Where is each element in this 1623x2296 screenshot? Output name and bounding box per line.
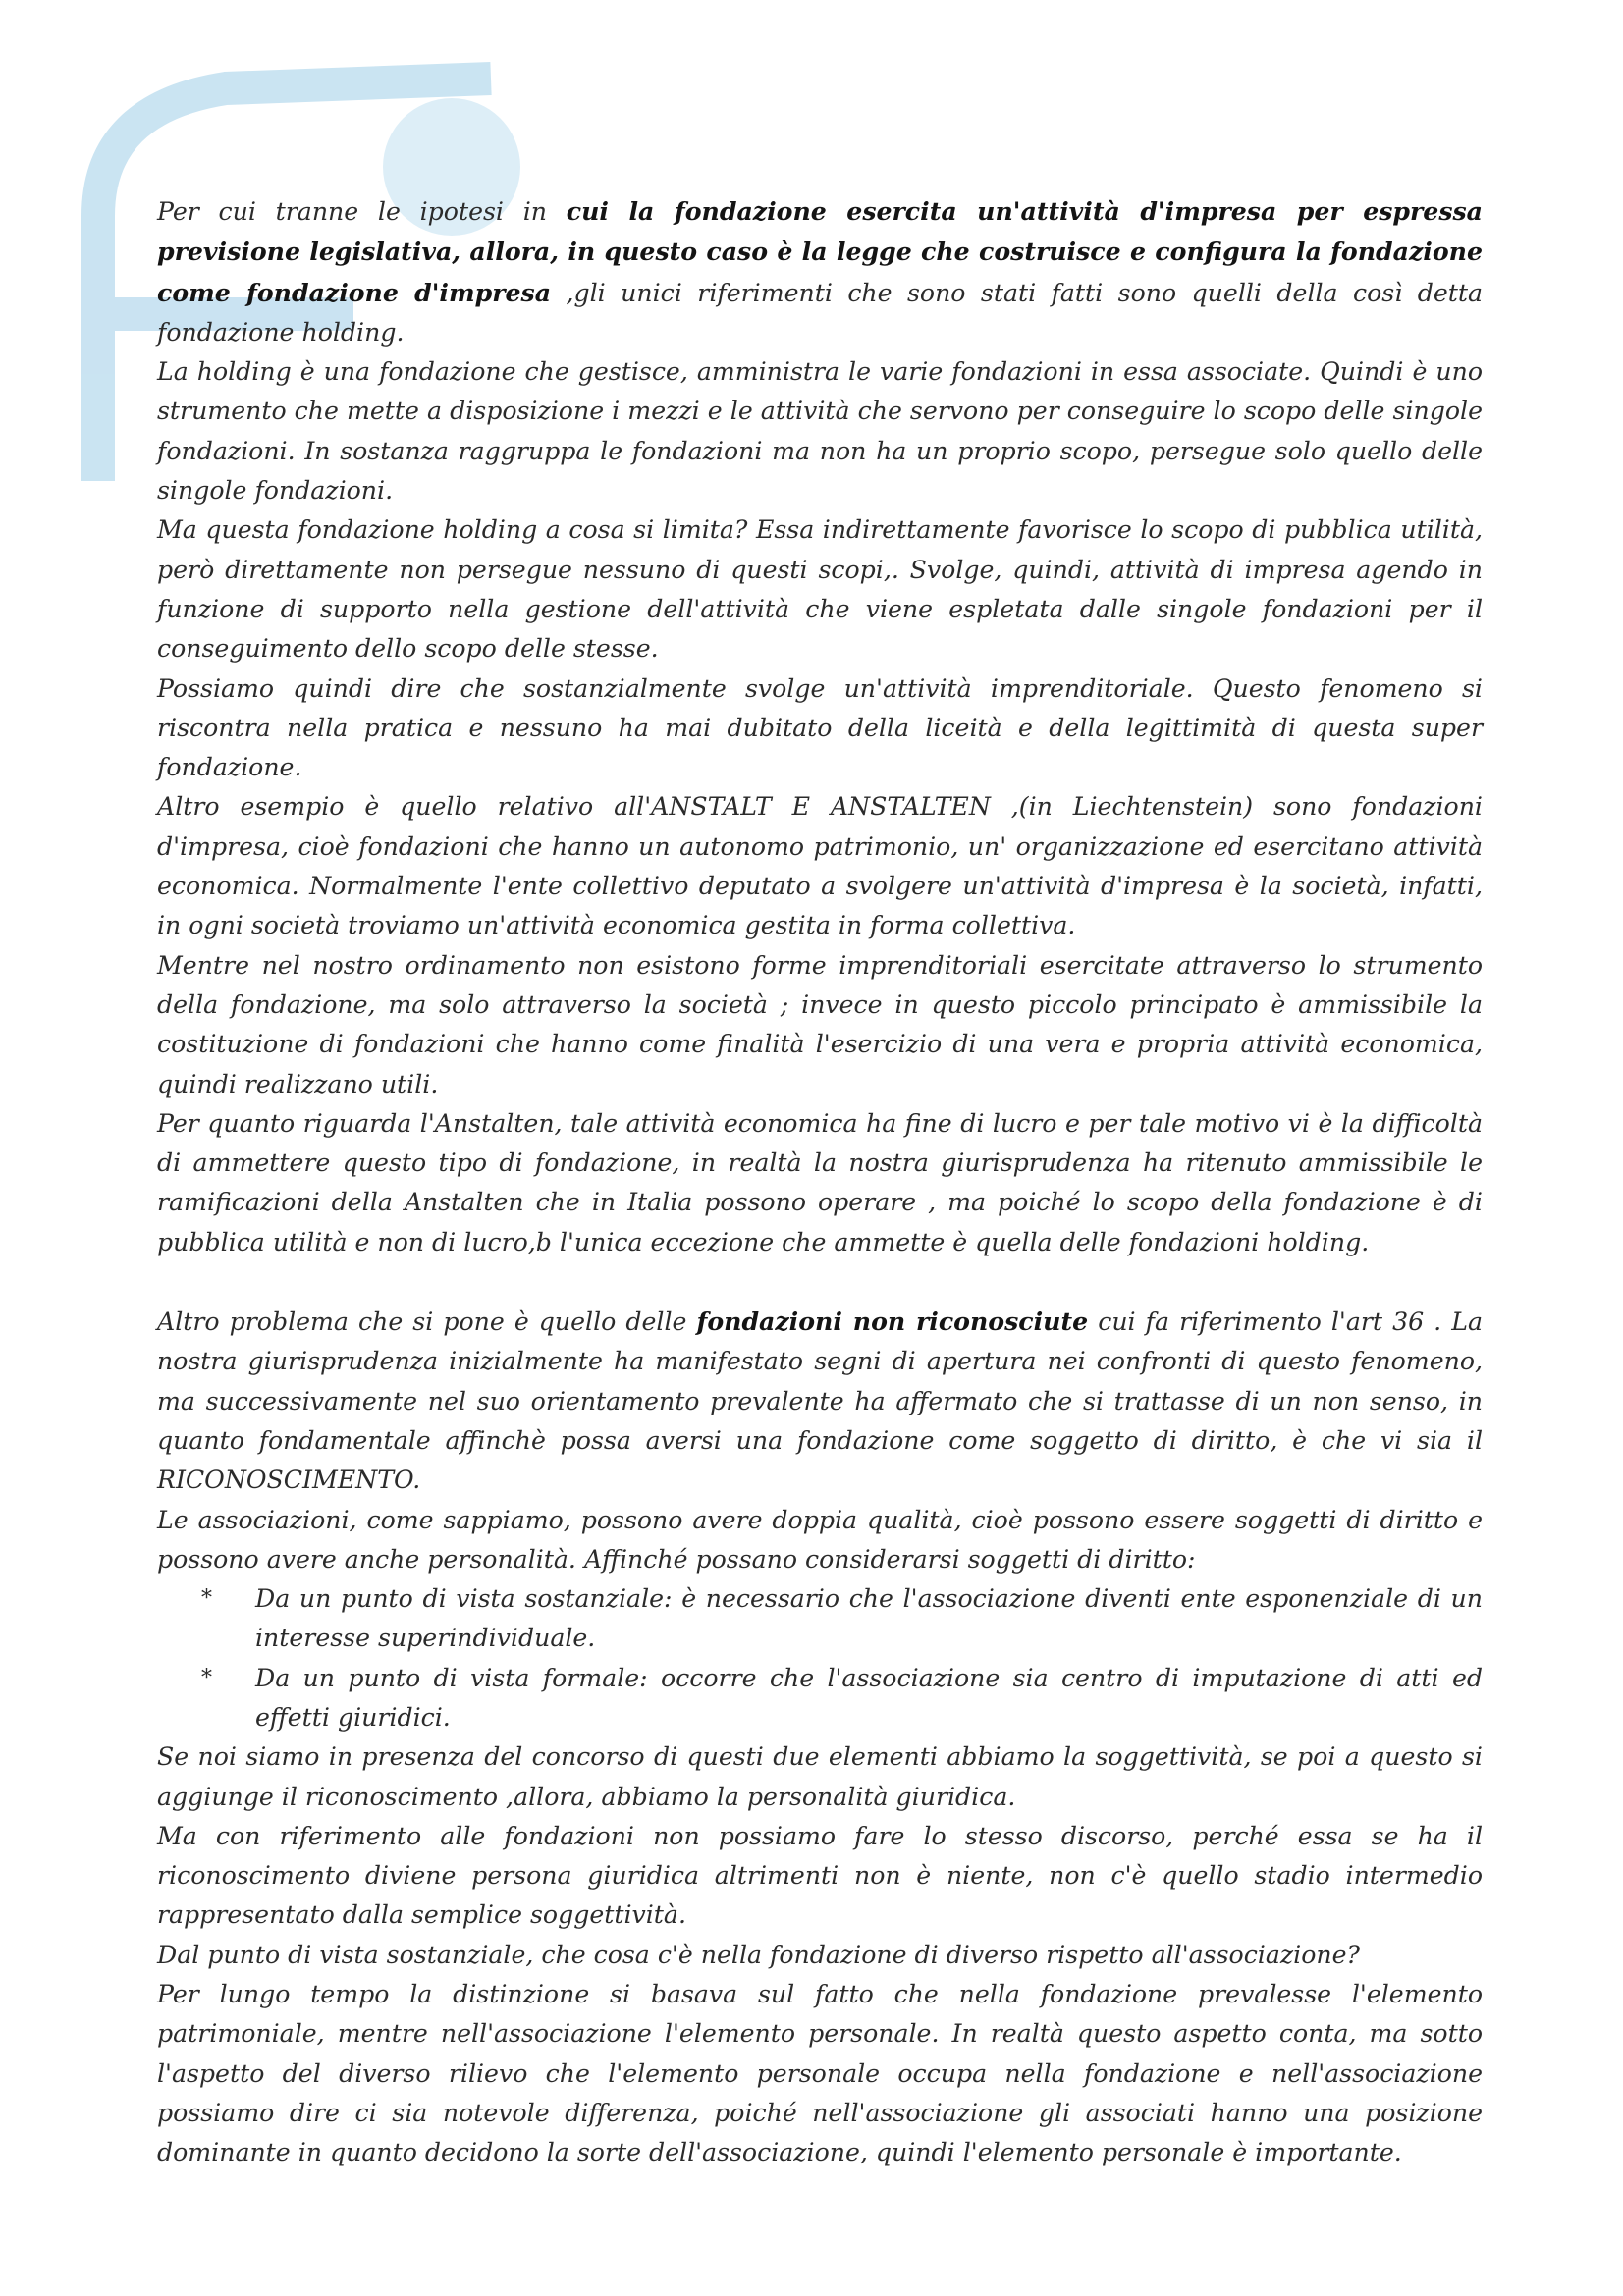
paragraph-p12 bbox=[157, 1936, 1483, 1975]
bullet-text: Da un punto di vista formale: occorre che l'associazione sia centro di imputazione di atti ed effetti giuridici. bbox=[255, 1663, 1483, 1732]
bullet-item bbox=[157, 1659, 1483, 1738]
paragraph-p9 bbox=[157, 1501, 1483, 1580]
paragraph-group-1 bbox=[157, 191, 1483, 1579]
text-run: Mentre nel nostro ordinamento non esistono forme imprenditoriali esercitate attraverso lo strumento della fondazione, ma solo attraverso la società ; invece in questo piccolo principato è ammissibile la costituzione di fondazioni che hanno come finalità l'esercizio di una vera e propria attività economica, quindi realizzano utili. bbox=[157, 950, 1483, 1098]
asterisk-bullet-icon: * bbox=[201, 1586, 212, 1612]
text-run: Se noi siamo in presenza del concorso di questi due elementi abbiamo la soggettività, se poi a questo si aggiunge il riconoscimento ,allora, abbiamo la personalità giuridica. bbox=[157, 1742, 1483, 1811]
text-run: Ma con riferimento alle fondazioni non possiamo fare lo stesso discorso, perché essa se ha il riconoscimento diviene persona giuridica altrimenti non è niente, non c'è quello stadio intermedio rappresentato dalla semplice soggettività. bbox=[157, 1821, 1483, 1930]
text-run: La holding è una fondazione che gestisce, amministra le varie fondazioni in essa associate. Quindi è uno strumento che mette a disposizione i mezzi e le attività che servono per conseguire lo scopo delle singole fondazioni. In sostanza raggruppa le fondazioni ma non ha un proprio scopo, persegue solo quello delle singole fondazioni. bbox=[157, 357, 1483, 506]
paragraph-p2 bbox=[157, 352, 1483, 510]
paragraph-p7 bbox=[157, 1104, 1483, 1262]
text-run: Per lungo tempo la distinzione si basava sul fatto che nella fondazione prevalesse l'elemento patrimoniale, mentre nell'associazione l'elemento personale. In realtà questo aspetto conta, ma sotto l'aspetto del diverso rilievo che l'elemento personale occupa nella fondazione e nell'associazione possiamo dire ci sia notevole differenza, poiché nell'associazione gli associati hanno una posizione dominante in quanto decidono la sorte dell'associazione, quindi l'elemento personale è importante. bbox=[157, 1980, 1483, 2167]
text-run: Possiamo quindi dire che sostanzialmente svolge un'attività imprenditoriale. Questo fenomeno si riscontra nella pratica e nessuno ha mai dubitato della liceità e della legittimità di questa super fondazione. bbox=[157, 673, 1483, 782]
paragraph-p11 bbox=[157, 1817, 1483, 1936]
paragraph-p4 bbox=[157, 669, 1483, 788]
text-run: cui fa riferimento l'art 36 . La nostra giurisprudenza inizialmente ha manifestato segni di apertura nei confronti di questo fenomeno, ma successivamente nel suo orientamento prevalente ha affermato che si trattasse di un non senso, in quanto fondamentale affinchè possa aversi una fondazione come soggetto di diritto, è che vi sia il RICONOSCIMENTO. bbox=[157, 1308, 1483, 1495]
text-run: ,gli unici riferimenti che sono stati fatti sono quelli della così detta fondazione holding. bbox=[157, 278, 1483, 347]
paragraph-group-2 bbox=[157, 1737, 1483, 2172]
bullet-list bbox=[157, 1579, 1483, 1737]
text-run: Altro problema che si pone è quello delle bbox=[157, 1308, 697, 1337]
text-run: Le associazioni, come sappiamo, possono avere doppia qualità, cioè possono essere soggetti di diritto e possono avere anche personalità. Affinché possano considerarsi soggetti di diritto: bbox=[157, 1505, 1483, 1574]
paragraph-p6 bbox=[157, 946, 1483, 1104]
bullet-item bbox=[157, 1579, 1483, 1659]
text-run: Per quanto riguarda l'Anstalten, tale attività economica ha fine di lucro e per tale motivo vi è la difficoltà di ammettere questo tipo di fondazione, in realtà la nostra giurisprudenza ha ritenuto ammissibile le ramificazioni della Anstalten che in Italia possono operare , ma poiché lo scopo della fondazione è di pubblica utilità e non di lucro,b l'unica eccezione che ammette è quella delle fondazioni holding. bbox=[157, 1108, 1483, 1256]
text-run: Ma questa fondazione holding a cosa si limita? Essa indirettamente favorisce lo scopo di pubblica utilità, però direttamente non persegue nessuno di questi scopi,. Svolge, quindi, attività di impresa agendo in funzione di supporto nella gestione dell'attività che viene espletata dalle singole fondazioni per il conseguimento dello scopo delle stesse. bbox=[157, 515, 1483, 664]
bold-phrase: fondazioni non riconosciute bbox=[696, 1307, 1089, 1337]
paragraph-p5 bbox=[157, 787, 1483, 945]
document-body bbox=[157, 191, 1483, 2173]
bold-phrase: cui la fondazione esercita un'attività d'impresa per espressa previsione legislativa, allora, in questo caso è la legge che costruisce e configura la fondazione come fondazione d'impresa bbox=[157, 196, 1483, 307]
text-run: Per cui tranne le ipotesi in bbox=[157, 197, 567, 226]
paragraph-p10 bbox=[157, 1737, 1483, 1817]
text-run: Altro esempio è quello relativo all'ANSTALT E ANSTALTEN ,(in Liechtenstein) sono fondazioni d'impresa, cioè fondazioni che hanno un autonomo patrimonio, un' organizzazione ed esercitano attività economica. Normalmente l'ente collettivo deputato a svolgere un'attività d'impresa è la società, infatti, in ogni società troviamo un'attività economica gestita in forma collettiva. bbox=[157, 792, 1483, 940]
asterisk-bullet-icon: * bbox=[201, 1665, 212, 1690]
bullet-text: Da un punto di vista sostanziale: è necessario che l'associazione diventi ente esponenziale di un interesse superindividuale. bbox=[255, 1584, 1483, 1653]
paragraph-p3 bbox=[157, 510, 1483, 668]
text-run: Dal punto di vista sostanziale, che cosa c'è nella fondazione di diverso rispetto all'associazione? bbox=[157, 1940, 1360, 1969]
paragraph-p1 bbox=[157, 191, 1483, 352]
paragraph-p13 bbox=[157, 1975, 1483, 2172]
paragraph-p8 bbox=[157, 1302, 1483, 1500]
